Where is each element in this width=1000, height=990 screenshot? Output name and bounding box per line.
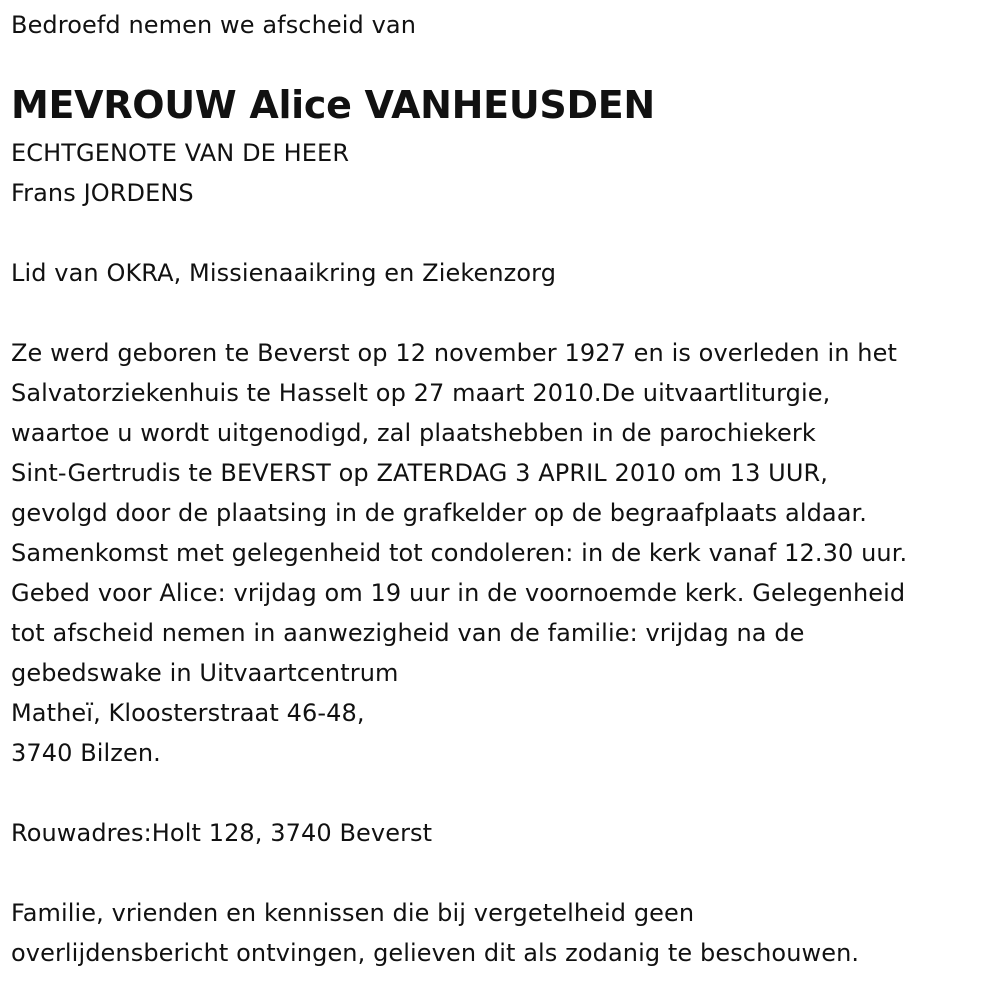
closing-block bbox=[11, 893, 859, 973]
body-line: 3740 Bilzen. bbox=[11, 739, 161, 767]
body-line: Samenkomst met gelegenheid tot condoleren: in de kerk vanaf 12.30 uur. bbox=[11, 539, 908, 567]
spouse-title: ECHTGENOTE VAN DE HEER bbox=[11, 139, 350, 167]
intro-text: Bedroefd nemen we afscheid van bbox=[11, 11, 417, 39]
body-line: gebedswake in Uitvaartcentrum bbox=[11, 659, 399, 687]
spouse-name: Frans JORDENS bbox=[11, 179, 194, 207]
body-line: Matheï, Kloosterstraat 46-48, bbox=[11, 699, 365, 727]
spouse-block bbox=[11, 133, 349, 213]
body-line: Salvatorziekenhuis te Hasselt op 27 maart 2010.De uitvaartliturgie, bbox=[11, 379, 831, 407]
body-line: Gebed voor Alice: vrijdag om 19 uur in de voornoemde kerk. Gelegenheid bbox=[11, 579, 906, 607]
mourning-address-block bbox=[11, 813, 432, 853]
mourning-address: Rouwadres:Holt 128, 3740 Beverst bbox=[11, 819, 433, 847]
membership-text: Lid van OKRA, Missienaaikring en Ziekenzorg bbox=[11, 259, 557, 287]
body-line: gevolgd door de plaatsing in de grafkelder op de begraafplaats aldaar. bbox=[11, 499, 868, 527]
deceased-name: MEVROUW Alice VANHEUSDEN bbox=[11, 83, 655, 127]
body-line: Sint-Gertrudis te BEVERST op ZATERDAG 3 APRIL 2010 om 13 UUR, bbox=[11, 459, 829, 487]
obituary-body bbox=[11, 333, 907, 773]
closing-line: Familie, vrienden en kennissen die bij vergetelheid geen bbox=[11, 899, 695, 927]
body-line: waartoe u wordt uitgenodigd, zal plaatshebben in de parochiekerk bbox=[11, 419, 816, 447]
closing-line: overlijdensbericht ontvingen, gelieven dit als zodanig te beschouwen. bbox=[11, 939, 860, 967]
body-line: tot afscheid nemen in aanwezigheid van de familie: vrijdag na de bbox=[11, 619, 805, 647]
membership-block bbox=[11, 253, 556, 293]
body-line: Ze werd geboren te Beverst op 12 november 1927 en is overleden in het bbox=[11, 339, 897, 367]
